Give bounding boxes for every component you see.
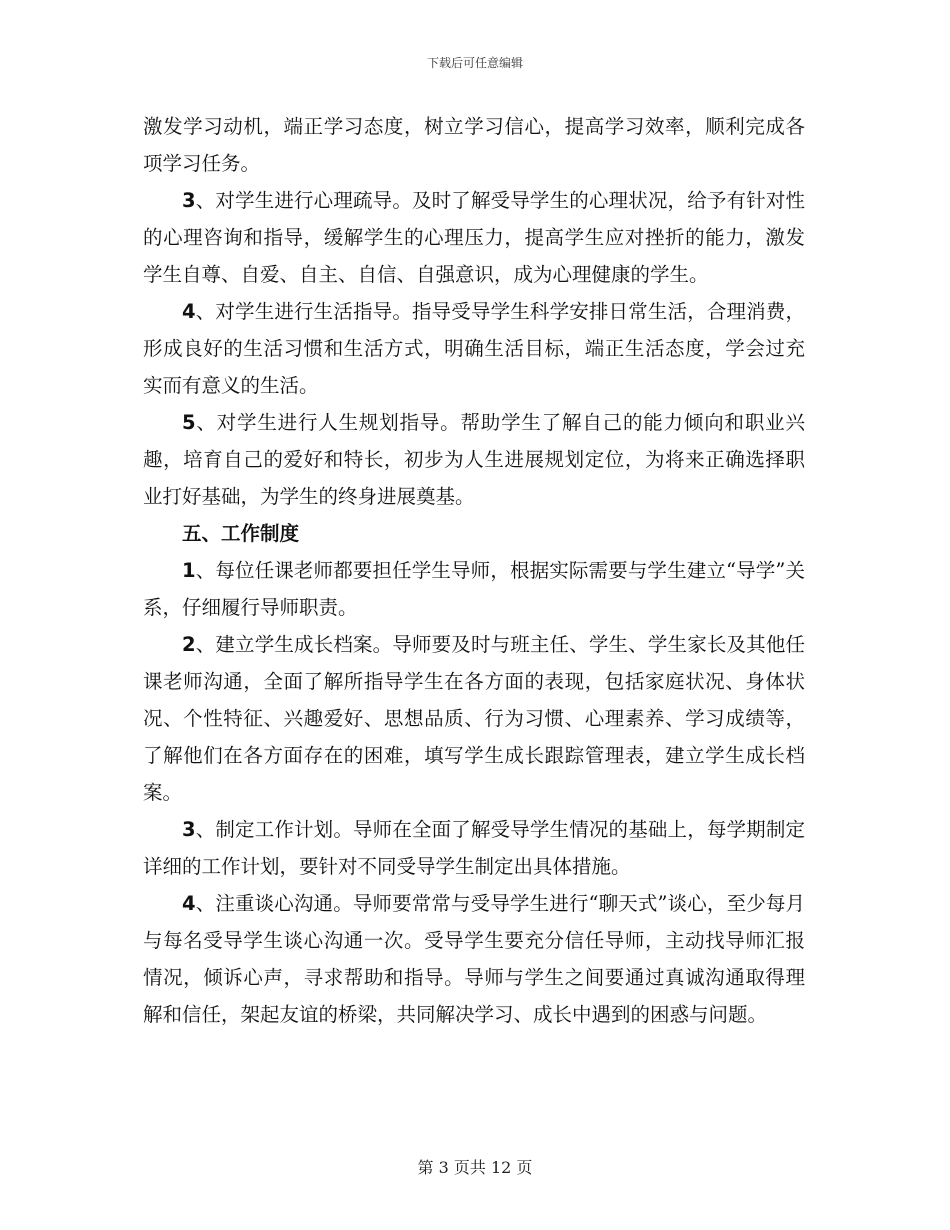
page-header: 下载后可任意编辑 [426, 56, 523, 70]
document-body [143, 108, 805, 1033]
paragraph-text: 、注重谈心沟通。导师要常常与受导学生进行“聊天式”谈心，至少每月与每名受导学生谈心沟通一次。受导学生要充分信任导师，主动找导师汇报情况，倾诉心声，寻求帮助和指导。导师与学生之间要通过真诚沟通取得理解和信任，架起友谊的桥梁，共同解决学习、成长中遇到的困惑与问题。 [143, 892, 805, 1026]
item-number: 3 [182, 818, 196, 841]
item-number: 2 [182, 633, 196, 656]
paragraph-text: 、对学生进行人生规划指导。帮助学生了解自己的能力倾向和职业兴趣，培育自己的爱好和特长，初步为人生进展规划定位，为将来正确选择职业打好基础，为学生的终身进展奠基。 [143, 411, 805, 508]
page-footer: 第 3 页共 12 页 [417, 1158, 533, 1177]
paragraph-continued [143, 108, 805, 182]
paragraph-item-3 [143, 182, 805, 293]
paragraph-text: 、对学生进行生活指导。指导受导学生科学安排日常生活，合理消费，形成良好的生活习惯和生活方式，明确生活目标，端正生活态度，学会过充实而有意义的生活。 [143, 300, 805, 397]
paragraph-text: 、制定工作计划。导师在全面了解受导学生情况的基础上，每学期制定详细的工作计划，要针对不同受导学生制定出具体措施。 [143, 818, 805, 878]
paragraph-rule-1 [143, 552, 805, 626]
paragraph-rule-3 [143, 811, 805, 885]
paragraph-rule-4 [143, 885, 805, 1033]
item-number: 4 [182, 892, 196, 915]
item-number: 5 [182, 411, 196, 434]
paragraph-text: 、建立学生成长档案。导师要及时与班主任、学生、学生家长及其他任课老师沟通，全面了解所指导学生在各方面的表现，包括家庭状况、身体状况、个性特征、兴趣爱好、思想品质、行为习惯、心理素养、学习成绩等，了解他们在各方面存在的困难，填写学生成长跟踪管理表，建立学生成长档案。 [143, 633, 805, 804]
section-heading: 五、工作制度 [182, 522, 300, 545]
item-number: 1 [182, 559, 196, 582]
paragraph-rule-2 [143, 626, 805, 811]
paragraph-text: 激发学习动机，端正学习态度，树立学习信心，提高学习效率，顺利完成各项学习任务。 [143, 115, 805, 175]
item-number: 3 [182, 189, 196, 212]
paragraph-item-5 [143, 404, 805, 515]
paragraph-text: 、每位任课老师都要担任学生导师，根据实际需要与学生建立“导学”关系，仔细履行导师职责。 [143, 559, 805, 619]
paragraph-text: 、对学生进行心理疏导。及时了解受导学生的心理状况，给予有针对性的心理咨询和指导，缓解学生的心理压力，提高学生应对挫折的能力，激发学生自尊、自爱、自主、自信、自强意识，成为心理健康的学生。 [143, 189, 805, 286]
paragraph-item-4 [143, 293, 805, 404]
item-number: 4 [182, 300, 196, 323]
